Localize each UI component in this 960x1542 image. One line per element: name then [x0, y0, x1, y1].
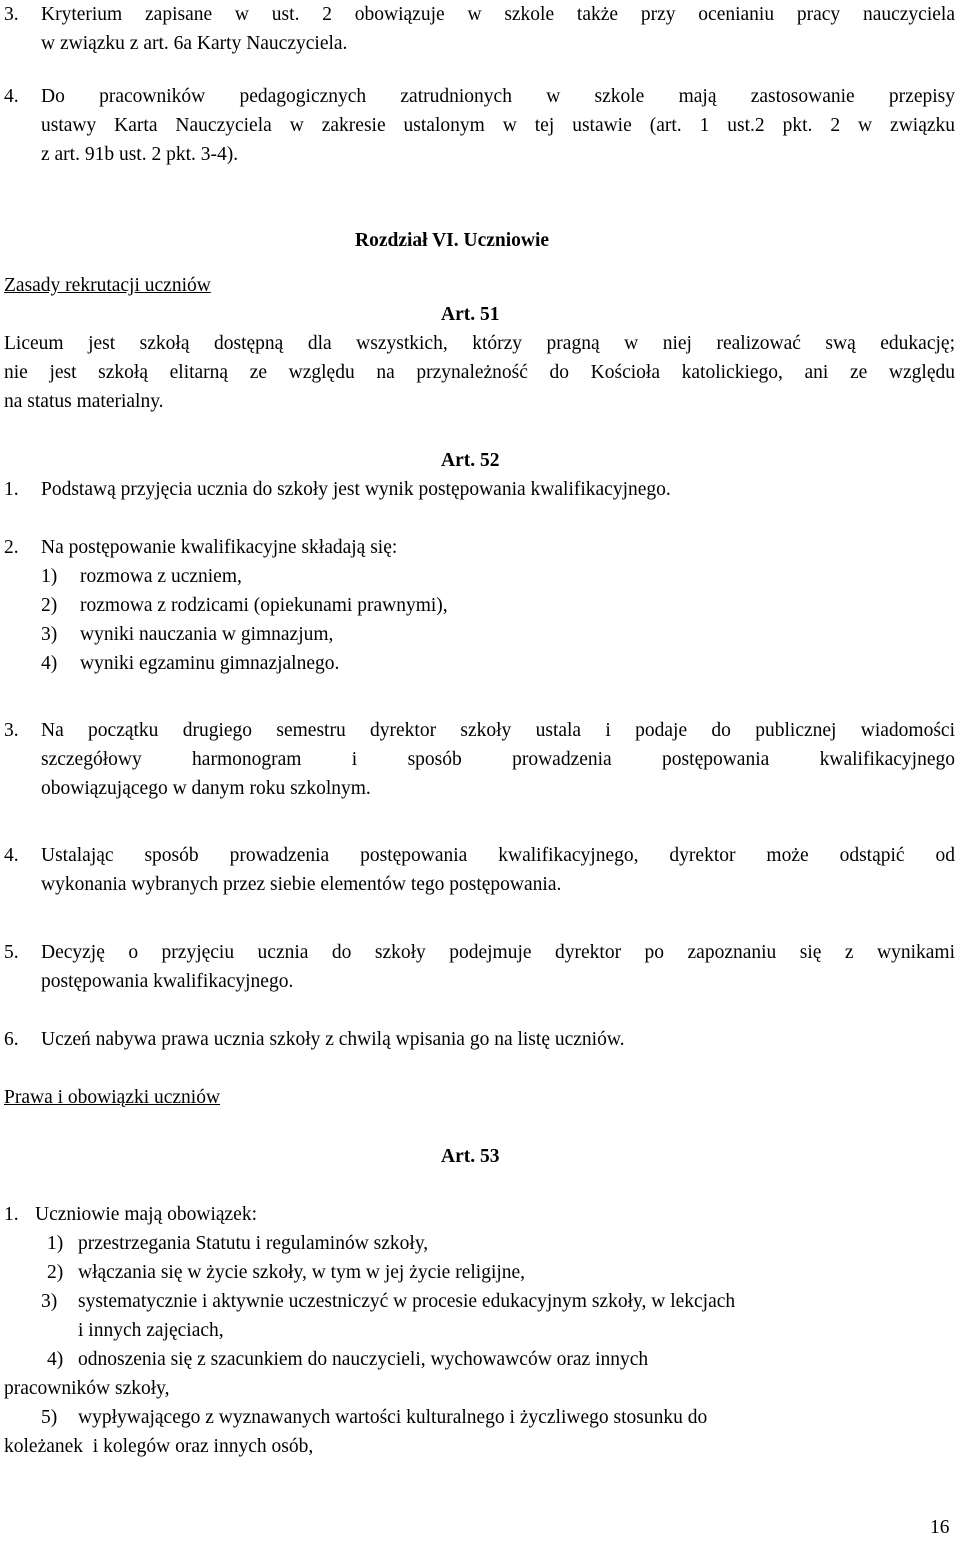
paragraph-line: Liceum jest szkołą dostępną dla wszystkich, którzy pragną w niej realizować swą edukację;	[4, 333, 955, 354]
paragraph-line: w związku z art. 6a Karty Nauczyciela.	[41, 33, 348, 54]
sub-item-continuation: i innych zajęciach,	[78, 1320, 224, 1341]
item-number: 1.	[4, 1204, 19, 1225]
sub-item-text: przestrzegania Statutu i regulaminów szkoły,	[78, 1233, 429, 1254]
chapter-title: Rozdział VI. Uczniowie	[355, 230, 550, 251]
sub-item-text: odnoszenia się z szacunkiem do nauczycieli, wychowawców oraz innych	[78, 1349, 649, 1370]
paragraph-line: wykonania wybranych przez siebie elementów tego postępowania.	[41, 874, 562, 895]
item-number: 2.	[4, 537, 19, 558]
item-number: 3.	[4, 4, 19, 25]
item-number: 4.	[4, 86, 19, 107]
paragraph-line: Decyzję o przyjęciu ucznia do szkoły podejmuje dyrektor po zapoznaniu się z wynikami	[41, 942, 955, 963]
paragraph-line: Kryterium zapisane w ust. 2 obowiązuje w szkole także przy ocenianiu pracy nauczyciela	[41, 4, 955, 25]
sub-item-number: 1)	[47, 1233, 64, 1254]
paragraph-line: ustawy Karta Nauczyciela w zakresie ustalonym w tej ustawie (art. 1 ust.2 pkt. 2 w związku	[41, 115, 955, 136]
page-number: 16	[930, 1517, 950, 1538]
paragraph-line: Podstawą przyjęcia ucznia do szkoły jest wynik postępowania kwalifikacyjnego.	[41, 479, 671, 500]
paragraph-line: Uczniowie mają obowiązek:	[35, 1204, 257, 1225]
paragraph-line: Ustalając sposób prowadzenia postępowania kwalifikacyjnego, dyrektor może odstąpić od	[41, 845, 955, 866]
sub-item-number: 5)	[41, 1407, 58, 1428]
sub-item-text: włączania się w życie szkoły, w tym w jej życie religijne,	[78, 1262, 526, 1283]
article-title: Art. 53	[441, 1146, 500, 1167]
paragraph-line: Do pracowników pedagogicznych zatrudnionych w szkole mają zastosowanie przepisy	[41, 86, 955, 107]
paragraph-line: obowiązującego w danym roku szkolnym.	[41, 778, 371, 799]
item-number: 6.	[4, 1029, 19, 1050]
sub-item-number: 2)	[41, 595, 58, 616]
sub-item-number: 4)	[41, 653, 58, 674]
paragraph-line: Uczeń nabywa prawa ucznia szkoły z chwilą wpisania go na listę uczniów.	[41, 1029, 625, 1050]
paragraph-line: na status materialny.	[4, 391, 164, 412]
article-title: Art. 51	[441, 304, 500, 325]
sub-item-number: 3)	[41, 1291, 58, 1312]
paragraph-line: postępowania kwalifikacyjnego.	[41, 971, 294, 992]
item-number: 1.	[4, 479, 19, 500]
sub-item-number: 4)	[47, 1349, 64, 1370]
paragraph-line: z art. 91b ust. 2 pkt. 3-4).	[41, 144, 239, 165]
paragraph-line: nie jest szkołą elitarną ze względu na przynależność do Kościoła katolickiego, ani ze względu	[4, 362, 955, 383]
sub-item-number: 2)	[47, 1262, 64, 1283]
sub-item-continuation: koleżanek i kolegów oraz innych osób,	[4, 1436, 314, 1457]
sub-item-text: wypływającego z wyznawanych wartości kulturalnego i życzliwego stosunku do	[78, 1407, 708, 1428]
section-heading: Zasady rekrutacji uczniów	[4, 275, 211, 296]
sub-item-continuation: pracowników szkoły,	[4, 1378, 170, 1399]
sub-item-text: wyniki nauczania w gimnazjum,	[80, 624, 334, 645]
item-number: 5.	[4, 942, 19, 963]
paragraph-line: Na początku drugiego semestru dyrektor szkoły ustala i podaje do publicznej wiadomości	[41, 720, 955, 741]
section-heading: Prawa i obowiązki uczniów	[4, 1087, 221, 1108]
sub-item-text: wyniki egzaminu gimnazjalnego.	[80, 653, 340, 674]
item-number: 4.	[4, 845, 19, 866]
sub-item-number: 3)	[41, 624, 58, 645]
paragraph-line: szczegółowy harmonogram i sposób prowadzenia postępowania kwalifikacyjnego	[41, 749, 955, 770]
sub-item-text: rozmowa z uczniem,	[80, 566, 242, 587]
sub-item-text: systematycznie i aktywnie uczestniczyć w procesie edukacyjnym szkoły, w lekcjach	[78, 1291, 736, 1312]
sub-item-number: 1)	[41, 566, 58, 587]
sub-item-text: rozmowa z rodzicami (opiekunami prawnymi),	[80, 595, 448, 616]
paragraph-line: Na postępowanie kwalifikacyjne składają się:	[41, 537, 398, 558]
item-number: 3.	[4, 720, 19, 741]
article-title: Art. 52	[441, 450, 500, 471]
